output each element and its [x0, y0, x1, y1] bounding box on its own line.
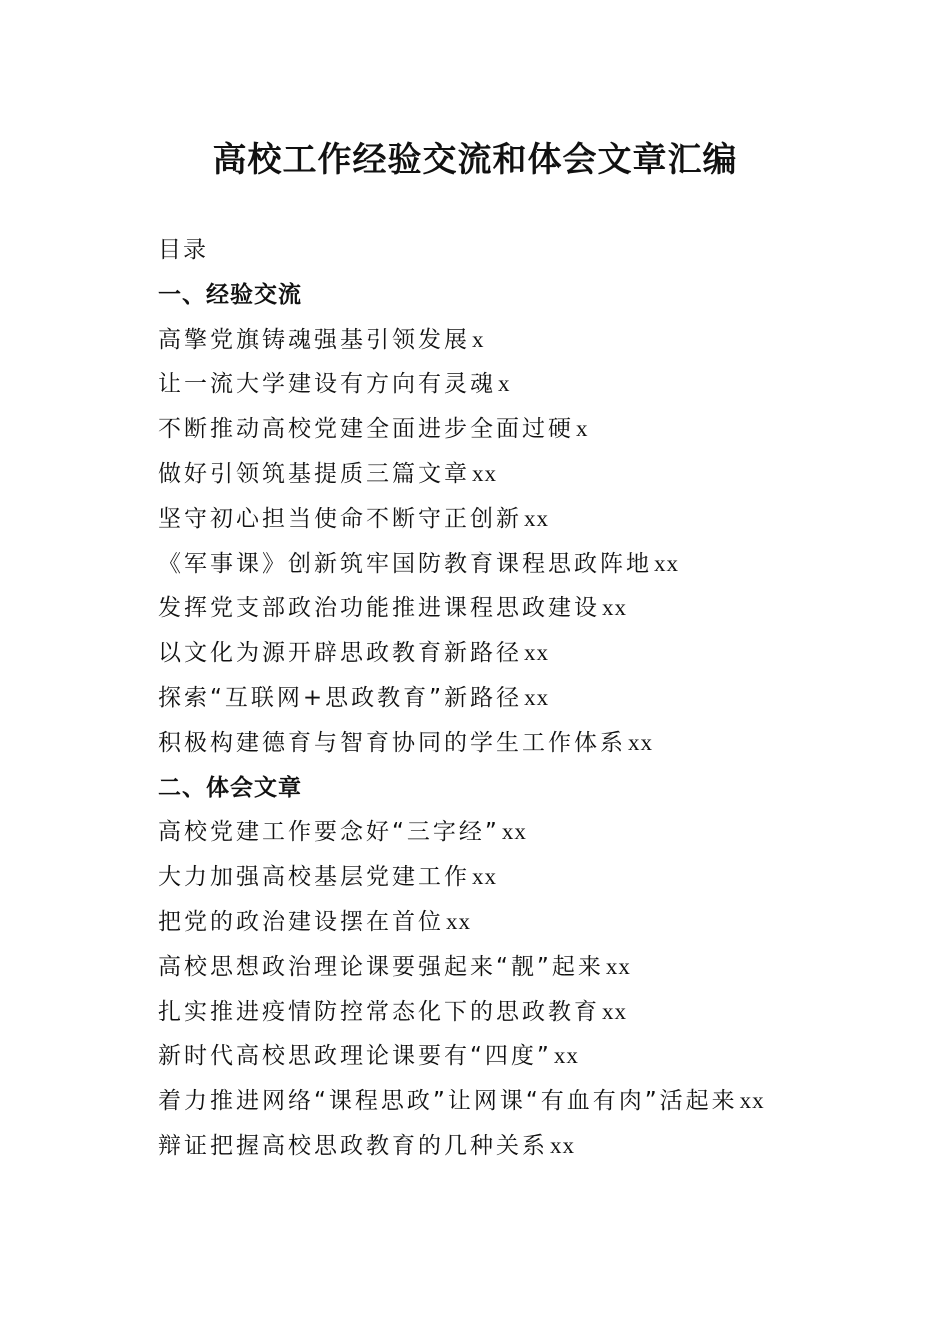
document-title: 高校工作经验交流和体会文章汇编: [212, 140, 738, 180]
toc-entry[interactable]: [158, 362, 918, 407]
toc-entry-page: xx: [524, 684, 550, 710]
toc-entry[interactable]: [158, 586, 918, 631]
toc-entry-page: xx: [524, 505, 549, 531]
toc-entry-title: 高校思想政治理论课要强起来“靓”起来: [158, 953, 604, 980]
toc-entry[interactable]: [158, 855, 918, 900]
table-of-contents: [158, 228, 918, 1169]
toc-entry-title: 高擎党旗铸魂强基引领发展: [158, 326, 470, 353]
toc-entry-title: 积极构建德育与智育协同的学生工作体系: [158, 729, 626, 756]
toc-entry-page: xx: [602, 998, 627, 1024]
toc-entry[interactable]: [158, 810, 918, 855]
toc-entry-title: 不断推动高校党建全面进步全面过硬: [158, 416, 574, 443]
toc-entry-page: xx: [602, 595, 627, 621]
toc-entry-title: 大力加强高校基层党建工作: [158, 864, 470, 891]
toc-entry[interactable]: [158, 676, 918, 721]
toc-entry-title: 高校党建工作要念好“三字经”: [158, 819, 500, 846]
toc-entry-page: x: [472, 326, 485, 352]
toc-entry-title: 坚守初心担当使命不断守正创新: [158, 505, 522, 532]
toc-entry[interactable]: [158, 900, 918, 945]
toc-label: 目录: [158, 237, 208, 263]
toc-entry-page: xx: [654, 550, 679, 576]
toc-entry[interactable]: [158, 990, 918, 1035]
toc-entry-page: x: [498, 371, 511, 397]
toc-entry[interactable]: [158, 721, 918, 766]
toc-entry-page: xx: [472, 460, 497, 486]
toc-entry-page: xx: [550, 1132, 575, 1158]
toc-entry-page: xx: [472, 864, 497, 890]
toc-entry-page: xx: [524, 640, 549, 666]
toc-entry[interactable]: [158, 631, 918, 676]
toc-entry-title: 把党的政治建设摆在首位: [158, 908, 444, 935]
toc-entry[interactable]: [158, 1079, 918, 1124]
toc-entry-page: xx: [501, 819, 527, 845]
toc-entry-title: 新时代高校思政理论课要有“四度”: [158, 1043, 552, 1070]
section-heading-experience: 一、经验交流: [158, 281, 302, 308]
toc-entry-page: xx: [446, 908, 471, 934]
toc-entry-title: 探索“互联网+思政教育”新路径: [158, 684, 523, 711]
toc-entry-title: 以文化为源开辟思政教育新路径: [158, 640, 522, 667]
toc-entry-title: 发挥党支部政治功能推进课程思政建设: [158, 595, 600, 622]
toc-entry-title: 扎实推进疫情防控常态化下的思政教育: [158, 998, 600, 1025]
toc-entry[interactable]: [158, 452, 918, 497]
toc-entry-title: 着力推进网络“课程思政”让网课“有血有肉”活起来: [158, 1088, 738, 1115]
toc-entry-page: xx: [628, 729, 653, 755]
toc-entry-title: 辩证把握高校思政教育的几种关系: [158, 1132, 548, 1159]
toc-entry-page: xx: [553, 1043, 579, 1069]
toc-entry[interactable]: [158, 945, 918, 990]
toc-entry[interactable]: [158, 407, 918, 452]
toc-entry-title: 做好引领筑基提质三篇文章: [158, 460, 470, 487]
toc-entry[interactable]: [158, 1034, 918, 1079]
toc-entry-page: x: [576, 416, 589, 442]
toc-entry-title: 《军事课》创新筑牢国防教育课程思政阵地: [158, 550, 652, 577]
toc-entry-page: xx: [605, 953, 631, 979]
toc-entry[interactable]: [158, 542, 918, 587]
toc-entry[interactable]: [158, 1124, 918, 1169]
toc-entry-title: 让一流大学建设有方向有灵魂: [158, 371, 496, 398]
toc-entry[interactable]: [158, 318, 918, 363]
toc-entry[interactable]: [158, 497, 918, 542]
toc-entry-page: xx: [739, 1088, 765, 1114]
section-heading-articles: 二、体会文章: [158, 774, 302, 801]
